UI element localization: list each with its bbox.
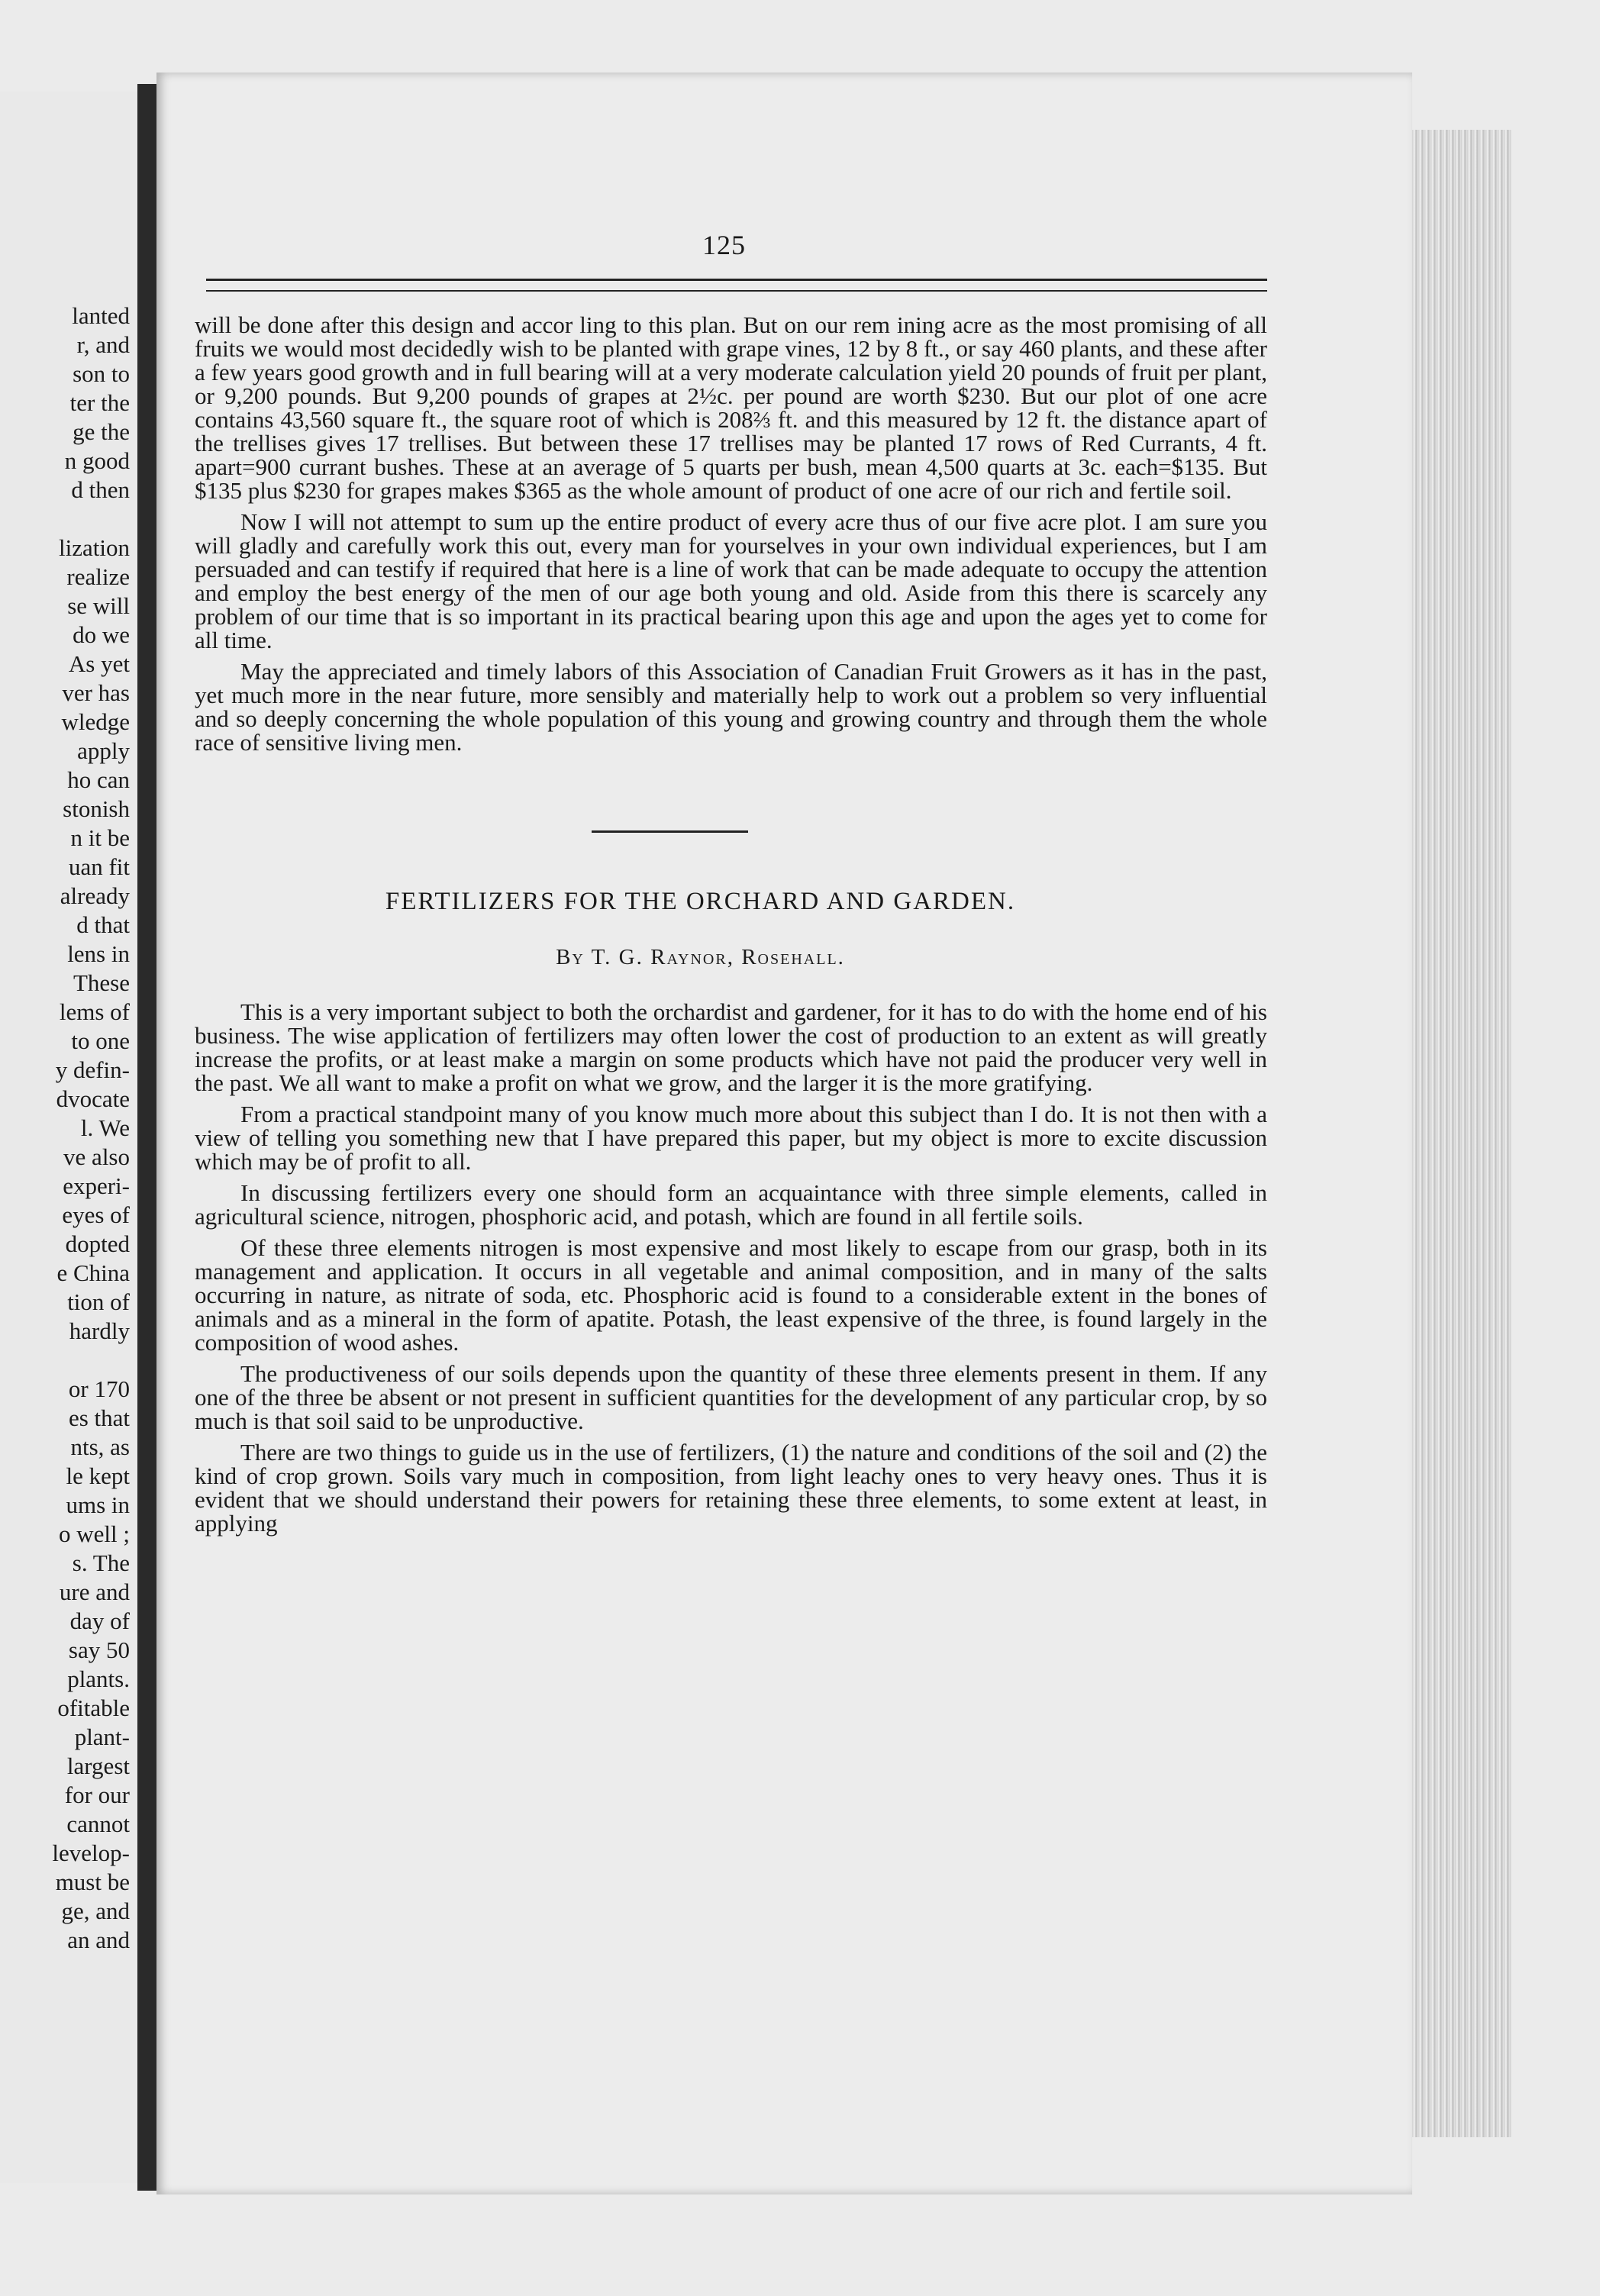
left-page-line: already [60,882,130,909]
left-page-line: ums in [66,1491,130,1518]
left-page-line: dvocate [56,1085,130,1112]
left-page-line: lems of [59,998,130,1025]
article-paragraph: Of these three elements nitrogen is most expensive and most likely to escape from our grasp, both in its management and application. It occurs in all vegetable and animal composition, and in many of the salts occurring in nature, as nitrate of soda, etc. Phosphoric acid is found to a considerable extent in the bones of animals and as a mineral in the form of apatite. Potash, the least expensive of the three, is found largely in the composition of wood ashes. [195,1234,1267,1356]
article-paragraph: In discussing fertilizers every one should form an acquaintance with three simple elements, called in agricultural science, nitrogen, phosphoric acid, and potash, which are found in all fertile soils. [195,1179,1267,1230]
article-paragraph: The productiveness of our soils depends upon the quantity of these three elements present in them. If any one of the three be absent or not present in sufficient quantities for the development of any particular crop, by so much is that soil said to be unproductive. [195,1360,1267,1434]
continuation-paragraph: will be done after this design and accor ling to this plan. But on our rem ining acre as the most promising of all fruits we would most decidedly wish to be planted with grape vines, 12 by 8 ft., or say 460 plants, and these after a few years good growth and in full bearing will at a very moderate calculation yield 20 pounds of fruit per plant, or 9,200 pounds. But 9,200 pounds of grapes at 2½c. per pound are worth $230. But our plot of one acre contains 43,560 square ft., the square root of which is 208⅔ ft. and this measured by 12 ft. the distance apart of the trellises gives 17 trellises. But between these 17 trellises may be planted 17 rows of Red Currants, 4 ft. apart=900 currant bushes. These at an average of 5 quarts per bush, mean 4,500 quarts at 3c. each=$135. But $135 plus $230 for grapes makes $365 as the whole amount of product of one acre of our rich and fertile soil. [195,311,1267,504]
left-page-line: ge the [73,418,130,445]
left-page-line: must be [55,1869,130,1895]
article-paragraph: From a practical standpoint many of you know much more about this subject than I do. It is not then with a view of telling you something new that I have prepared this paper, but my object is more to excite discussion which may be of profit to all. [195,1101,1267,1175]
left-page-line: cannot [66,1811,130,1837]
page-content [195,313,1267,1535]
left-page-line: l. We [80,1114,130,1141]
continuation-paragraph: May the appreciated and timely labors of this Association of Canadian Fruit Growers as it has in the past, yet much more in the near future, more sensibly and materially help to work out a problem so very influential and so deeply concerning the whole population of this young and growing country and through them the whole race of sensitive living men. [195,658,1267,756]
left-page-line: or 170 [68,1375,130,1402]
left-page-line: es that [68,1404,130,1431]
left-page-line: son to [73,360,130,387]
left-page-line: d then [71,476,130,503]
left-page-line: As yet [68,650,130,677]
left-page-line: ho can [67,766,130,793]
left-page-line: eyes of [62,1201,130,1228]
left-page-line: n good [64,447,130,474]
left-page-line: tion of [67,1288,130,1315]
left-page-line: to one [71,1027,130,1054]
left-page-line: nts, as [70,1433,130,1460]
left-page-line: ve also [63,1143,130,1170]
left-page-line: hardly [69,1317,130,1344]
left-page-line: d that [76,911,130,938]
left-page-line: ure and [59,1578,130,1605]
left-page-line: y defin- [55,1056,130,1083]
left-page-line: uan fit [68,853,130,880]
left-page-line: an and [67,1927,130,1953]
left-page-line: s. The [72,1549,130,1576]
left-page-line: largest [66,1753,130,1779]
article-paragraph: This is a very important subject to both the orchardist and gardener, for it has to do with the home end of his business. The wise application of fertilizers may often lower the cost of production to an extent as will greatly increase the profits, or at least make a margin on some products which have not paid the producer very well in the past. We all want to make a profit on what we grow, and the larger it is the more gratifying. [195,998,1267,1096]
left-page-line: ter the [69,389,130,416]
left-page-line: experi- [63,1172,130,1199]
left-page-line: le kept [66,1462,130,1489]
left-page-line: stonish [63,795,130,822]
left-page-line: ver has [62,679,130,706]
continuation-paragraph: Now I will not attempt to sum up the entire product of every acre thus of our five acre plot. I am sure you will gladly and carefully work this out, every man for yourselves in your own individual experiences, but I am persuaded and can testify if required that here is a line of work that can be made adequate to occupy the attention and employ the best energy of the men of our age both young and old. Aside from this there is scarcely any problem of our time that is so important in its practical bearing upon this age and upon the ages yet to come for all time. [195,508,1267,653]
left-page-line: do we [73,621,130,648]
article-byline: By T. G. Raynor, Rosehall. [556,945,845,969]
left-page-line: day of [69,1608,130,1634]
left-page-line: lens in [67,940,130,967]
page-number: 125 [702,230,746,260]
left-page-line: wledge [61,708,130,735]
left-page-line: plant- [74,1724,130,1750]
article-title: FERTILIZERS FOR THE ORCHARD AND GARDEN. [385,888,1016,915]
left-page-line: ofitable [57,1695,130,1721]
header-rule [206,279,1267,292]
page-edges [1412,130,1511,2137]
left-page-line: realize [66,563,130,590]
left-page-line: dopted [65,1230,130,1257]
left-page-line: o well ; [59,1520,130,1547]
left-page-line: say 50 [68,1637,130,1663]
left-page-fragment [0,92,140,2183]
left-page-line: plants. [67,1666,130,1692]
left-page-line: e China [56,1259,130,1286]
left-page-line: lanted [72,302,130,329]
left-page-line: n it be [70,824,130,851]
article-paragraph: There are two things to guide us in the use of fertilizers, (1) the nature and conditions of the soil and (2) the kind of crop grown. Soils vary much in composition, from light leachy ones to very heavy ones. Thus it is evident that we should understand their powers for retaining these three elements, to some extent at least, in applying [195,1439,1267,1537]
left-page-line: lization [59,534,130,561]
left-page-line: r, and [76,331,130,358]
left-page-line: These [73,969,130,996]
left-page-line: apply [77,737,130,764]
left-page-line: se will [67,592,130,619]
left-page-line: ge, and [61,1898,130,1924]
left-page-line: levelop- [52,1840,130,1866]
section-divider [592,830,748,833]
left-page-line: for our [64,1782,130,1808]
